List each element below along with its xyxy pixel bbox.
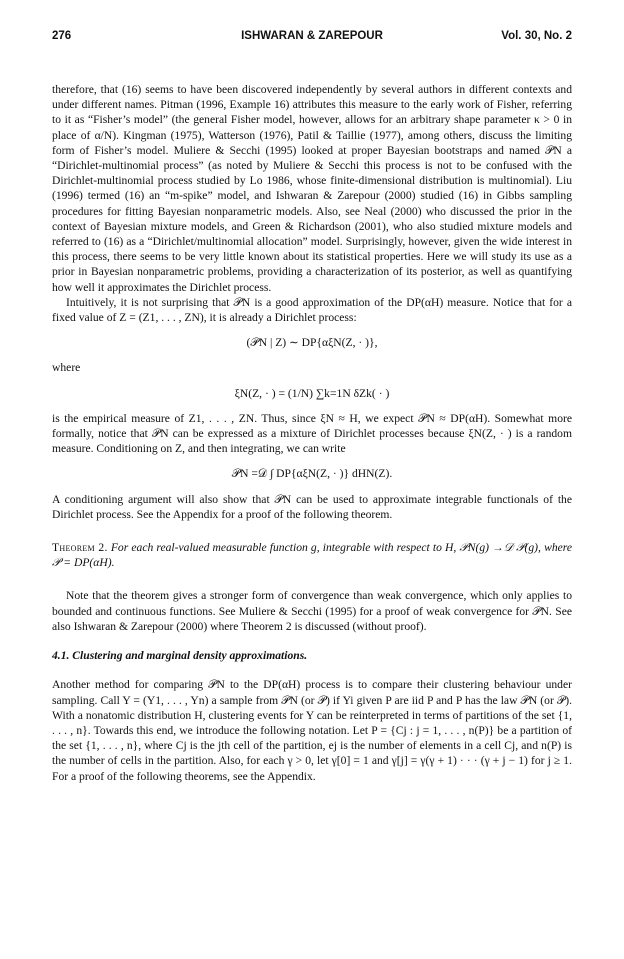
- section-heading: 4.1. Clustering and marginal density approximations.: [52, 649, 308, 663]
- paragraph: therefore, that (16) seems to have been discovered independently by several authors in different contexts and under different names. Pitman (1996, Example 16) attributes this measure to the early work of Fisher, referring to it as “Fisher’s model” (the general Fisher model, however, allows for an arbitrary shape parameter κ > 0 in place of α/N). Kingman (1975), Watterson (1976), Patil & Taillie (1977), among others, discuss the limiting form of Fisher’s model. Muliere & Secchi (1995) looked at proper Bayesian bootstraps and named 𝒫N a “Dirichlet-multinomial process” (as noted by Muliere & Secchi this process is not to be confused with the Dirichlet-multinomial process studied by Lo 1986, whose finite-dimensional distribution is multinomial). Liu (1996) termed (16) an “m-spike” model, and Ishwaran & Zarepour (2000) studied (16) in Gibbs sampling procedures for fitting Bayesian nonparametric models. Also, see Neal (2000) who discussed the prior in the context of Bayesian mixture models, and Green & Richardson (2001), who also studied mixture models and referred to (16) as a “Dirichlet/multinomial allocation” model. Surprisingly, however, given the wide interest in this process, there seems to be very little known about its statistical properties. Here we will study its use as a prior in Bayesian nonparametric problems, providing a characterization of its posterior, as well as quantifying how well it approximates the Dirichlet process.: [52, 83, 572, 294]
- running-title: ISHWARAN & ZAREPOUR: [241, 30, 383, 42]
- theorem-2: [52, 540, 572, 570]
- volume-info: Vol. 30, No. 2: [501, 30, 572, 42]
- equation-mixture: 𝒫N =𝒟 ∫ DP{αξN(Z, · )} dHN(Z).: [231, 467, 393, 481]
- paragraph: Another method for comparing 𝒫N to the DP(αH) process is to compare their clustering behaviour under sampling. Call Y = (Y1, . . . , Yn) a sample from 𝒫N (or 𝒫) if Yi given P are iid P and P has the law 𝒫N (or 𝒫). With a nonatomic distribution H, clustering events for Y can be reinterpreted in terms of partitions of the set {1, . . . , n}. Towards this end, we introduce the following notation. Let P = {Cj : j = 1, . . . , n(P)} be a partition of the set {1, . . . , n}, where Cj is the jth cell of the partition, ej is the number of elements in a cell Cj, and n(P) is the number of cells in the partition. Also, for each γ > 0, let γ[0] = 1 and γ[j] = γ(γ + 1) · · · (γ + j − 1) for j ≥ 1. For a proof of the following theorems, see the Appendix.: [52, 678, 572, 783]
- running-header: [52, 30, 572, 46]
- where-label: where: [52, 361, 81, 375]
- paragraph: Intuitively, it is not surprising that 𝒫N is a good approximation of the DP(αH) measure. Notice that for a fixed value of Z = (Z1, . . . , ZN), it is already a Dirichlet process:: [52, 295, 572, 325]
- paragraph: Note that the theorem gives a stronger form of convergence than weak convergence, which only applies to bounded and continuous functions. See Muliere & Secchi (1995) for a proof of weak convergence for 𝒫N. See also Ishwaran & Zarepour (2000) where Theorem 2 is discussed (without proof).: [52, 589, 572, 633]
- paragraph: is the empirical measure of Z1, . . . , ZN. Thus, since ξN ≈ H, we expect 𝒫N ≈ DP(αH). Somewhat more formally, notice that 𝒫N can be expressed as a mixture of Dirichlet processes because ξN(Z, · ) is a random measure. Conditioning on Z, and then integrating, we can write: [52, 411, 572, 456]
- equation-empirical-measure: ξN(Z, · ) = (1/N) ∑k=1N δZk( · ): [234, 386, 390, 400]
- equation-dirichlet: (𝒫N | Z) ∼ DP{αξN(Z, · )},: [246, 336, 378, 350]
- page-number: 276: [52, 30, 72, 42]
- theorem-label: Theorem 2.: [52, 541, 108, 555]
- page-body: [52, 82, 572, 784]
- theorem-text: For each real-valued measurable function g, integrable with respect to H, 𝒫N(g) →𝒟 𝒫(g), where 𝒫 = DP(αH).: [52, 541, 572, 570]
- paragraph: A conditioning argument will also show that 𝒫N can be used to approximate integrable functionals of the Dirichlet process. See the Appendix for a proof of the following theorem.: [52, 492, 572, 521]
